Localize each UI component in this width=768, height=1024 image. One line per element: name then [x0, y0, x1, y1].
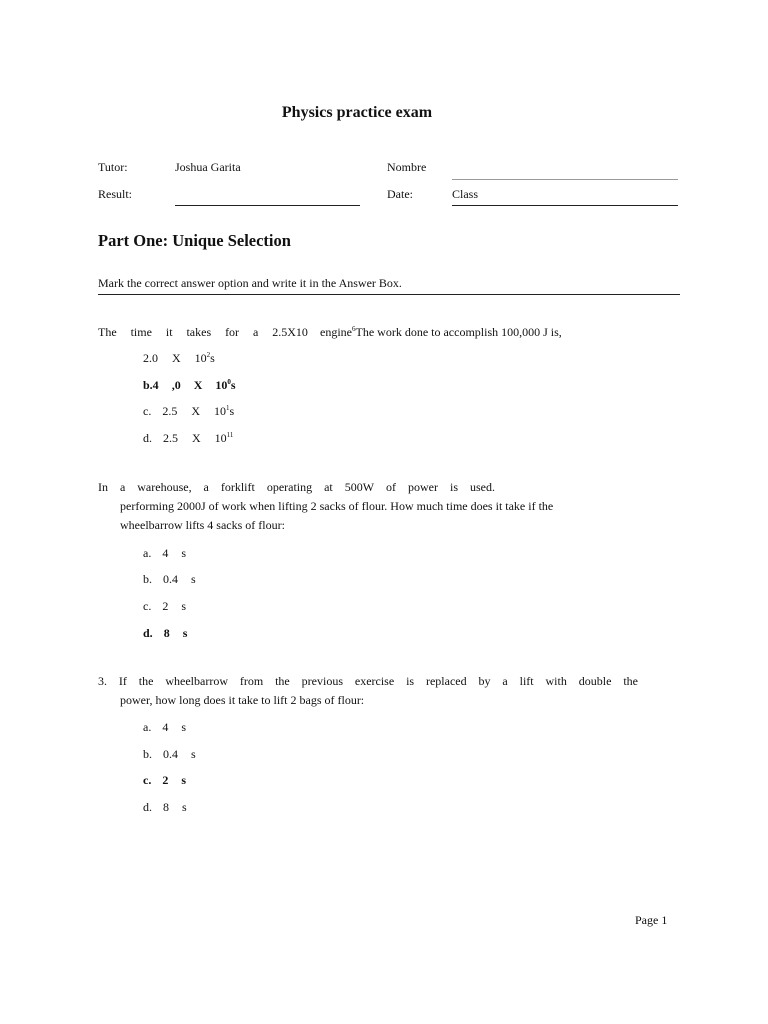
option-unit: s: [230, 378, 236, 392]
option-exponent: 0: [227, 378, 231, 386]
option-value: 2: [162, 773, 169, 787]
option-letter: c.: [143, 773, 152, 787]
q2-option-c[interactable]: [143, 599, 186, 614]
q2-word: a: [203, 480, 209, 494]
option-times: X: [193, 378, 203, 392]
divider: [98, 294, 680, 295]
q2-word: operating: [266, 480, 313, 494]
option-base: 10: [214, 404, 226, 418]
option-unit: s: [181, 720, 186, 734]
instructions: Mark the correct answer option and write it in the Answer Box.: [98, 276, 402, 290]
option-unit: s: [181, 773, 186, 787]
q3-word: the: [138, 674, 154, 688]
option-times: X: [191, 404, 200, 418]
option-base: 10: [215, 378, 228, 392]
option-unit: s: [229, 404, 235, 418]
q3-option-a[interactable]: [143, 720, 186, 735]
option-times: X: [192, 431, 201, 445]
option-value: 8: [163, 626, 170, 640]
option-letter: d.: [143, 626, 153, 640]
option-unit: s: [182, 626, 188, 640]
q3-word: replaced: [425, 674, 467, 688]
q3-word: exercise: [354, 674, 395, 688]
option-letter: b.: [143, 747, 152, 761]
option-letter: a.: [143, 720, 152, 734]
option-letter: a.: [143, 546, 152, 560]
option-letter: d.: [143, 800, 152, 814]
q1-option-a[interactable]: [143, 351, 215, 366]
option-mantissa: 2.5: [163, 431, 178, 445]
q2-word: 500W: [344, 480, 375, 494]
q2-word: used.: [469, 480, 495, 494]
q3-word: by: [478, 674, 491, 688]
q1-engine-exponent: 6: [352, 325, 356, 333]
date-value: Class: [452, 187, 479, 201]
q3-word: from: [239, 674, 264, 688]
q1-word: takes: [186, 325, 212, 339]
q3-word: with: [545, 674, 567, 688]
q1-option-d[interactable]: [143, 431, 233, 446]
option-value: 4: [162, 546, 169, 560]
option-value: 0.4: [163, 747, 178, 761]
option-exponent: 2: [206, 351, 211, 359]
q1-word: for: [225, 325, 240, 339]
q3-word: wheelbarrow: [165, 674, 228, 688]
q2-word: warehouse,: [137, 480, 192, 494]
q2-option-a[interactable]: [143, 546, 186, 561]
tutor-value: Joshua Garita: [175, 160, 241, 174]
q2-word: forklift: [220, 480, 255, 494]
q3-word: the: [623, 674, 638, 688]
option-value: 8: [163, 800, 169, 814]
option-base: 10: [194, 351, 207, 365]
question-3-line-2: power, how long does it take to lift 2 bags of flour:: [120, 693, 365, 707]
option-value: 2: [162, 599, 169, 613]
option-letter: b.4: [143, 378, 159, 392]
option-unit: s: [191, 747, 196, 761]
q1-word: 2.5X10: [272, 325, 308, 339]
option-letter: d.: [143, 431, 152, 445]
option-mantissa: ,0: [171, 378, 181, 392]
q2-word: power: [408, 480, 439, 494]
q3-option-d[interactable]: [143, 800, 187, 815]
q3-word: 3.: [98, 674, 107, 688]
q1-rest: The work done to accomplish 100,000 J is,: [355, 325, 562, 339]
option-unit: s: [181, 599, 186, 613]
q2-word: a: [119, 480, 126, 494]
date-label: Date:: [387, 187, 413, 201]
question-1: [98, 325, 562, 340]
q1-option-c[interactable]: [143, 404, 234, 419]
q2-word: of: [386, 480, 397, 494]
option-unit: s: [210, 351, 215, 365]
result-label: Result:: [98, 187, 133, 201]
question-3-line-1: [98, 674, 638, 689]
question-2-line-3: wheelbarrow lifts 4 sacks of flour:: [120, 518, 285, 532]
q2-option-b[interactable]: [143, 572, 196, 587]
q3-word: double: [578, 674, 612, 688]
q3-option-b[interactable]: [143, 747, 196, 762]
q3-word: If: [118, 674, 127, 688]
option-base: 10: [214, 431, 227, 445]
option-letter: b.: [143, 572, 152, 586]
q3-word: a: [502, 674, 508, 688]
option-mantissa: 2.5: [162, 404, 178, 418]
q2-option-d[interactable]: [143, 626, 187, 641]
q1-word: time: [130, 325, 152, 339]
question-2-line-1: [98, 480, 495, 495]
date-field-line[interactable]: [452, 205, 678, 206]
option-exponent: 11: [226, 431, 234, 439]
option-value: 4: [162, 720, 169, 734]
section-title: Part One: Unique Selection: [98, 231, 291, 250]
page-title: Physics practice exam: [281, 104, 433, 121]
result-field-line[interactable]: [175, 205, 360, 206]
tutor-label: Tutor:: [98, 160, 128, 174]
q3-word: is: [406, 674, 415, 688]
q1-word: The: [98, 325, 117, 339]
question-1-words: [98, 325, 308, 340]
q3-option-c[interactable]: [143, 773, 186, 788]
option-unit: s: [182, 800, 187, 814]
q1-word: a: [253, 325, 259, 339]
option-letter: c.: [143, 404, 152, 418]
option-letter: c.: [143, 599, 152, 613]
option-times: X: [172, 351, 181, 365]
option-unit: s: [191, 572, 196, 586]
nombre-label: Nombre: [387, 160, 427, 174]
option-value: 0.4: [163, 572, 178, 586]
nombre-field-line[interactable]: [452, 179, 678, 180]
q3-word: the: [275, 674, 290, 688]
q3-word: previous: [301, 674, 343, 688]
q1-word: it: [165, 325, 173, 339]
page-number: Page 1: [635, 913, 668, 927]
q3-word: lift: [519, 674, 534, 688]
q2-word: In: [98, 480, 108, 494]
question-2-line-2: performing 2000J of work when lifting 2 sacks of flour. How much time does it take if the: [120, 499, 554, 513]
q1-option-b[interactable]: [143, 378, 236, 393]
q2-word: is: [449, 480, 458, 494]
option-unit: s: [181, 546, 186, 560]
q1-engine: engine: [320, 325, 352, 339]
option-exponent: 1: [226, 404, 230, 412]
q2-word: at: [324, 480, 333, 494]
option-mantissa: 2.0: [143, 351, 158, 365]
